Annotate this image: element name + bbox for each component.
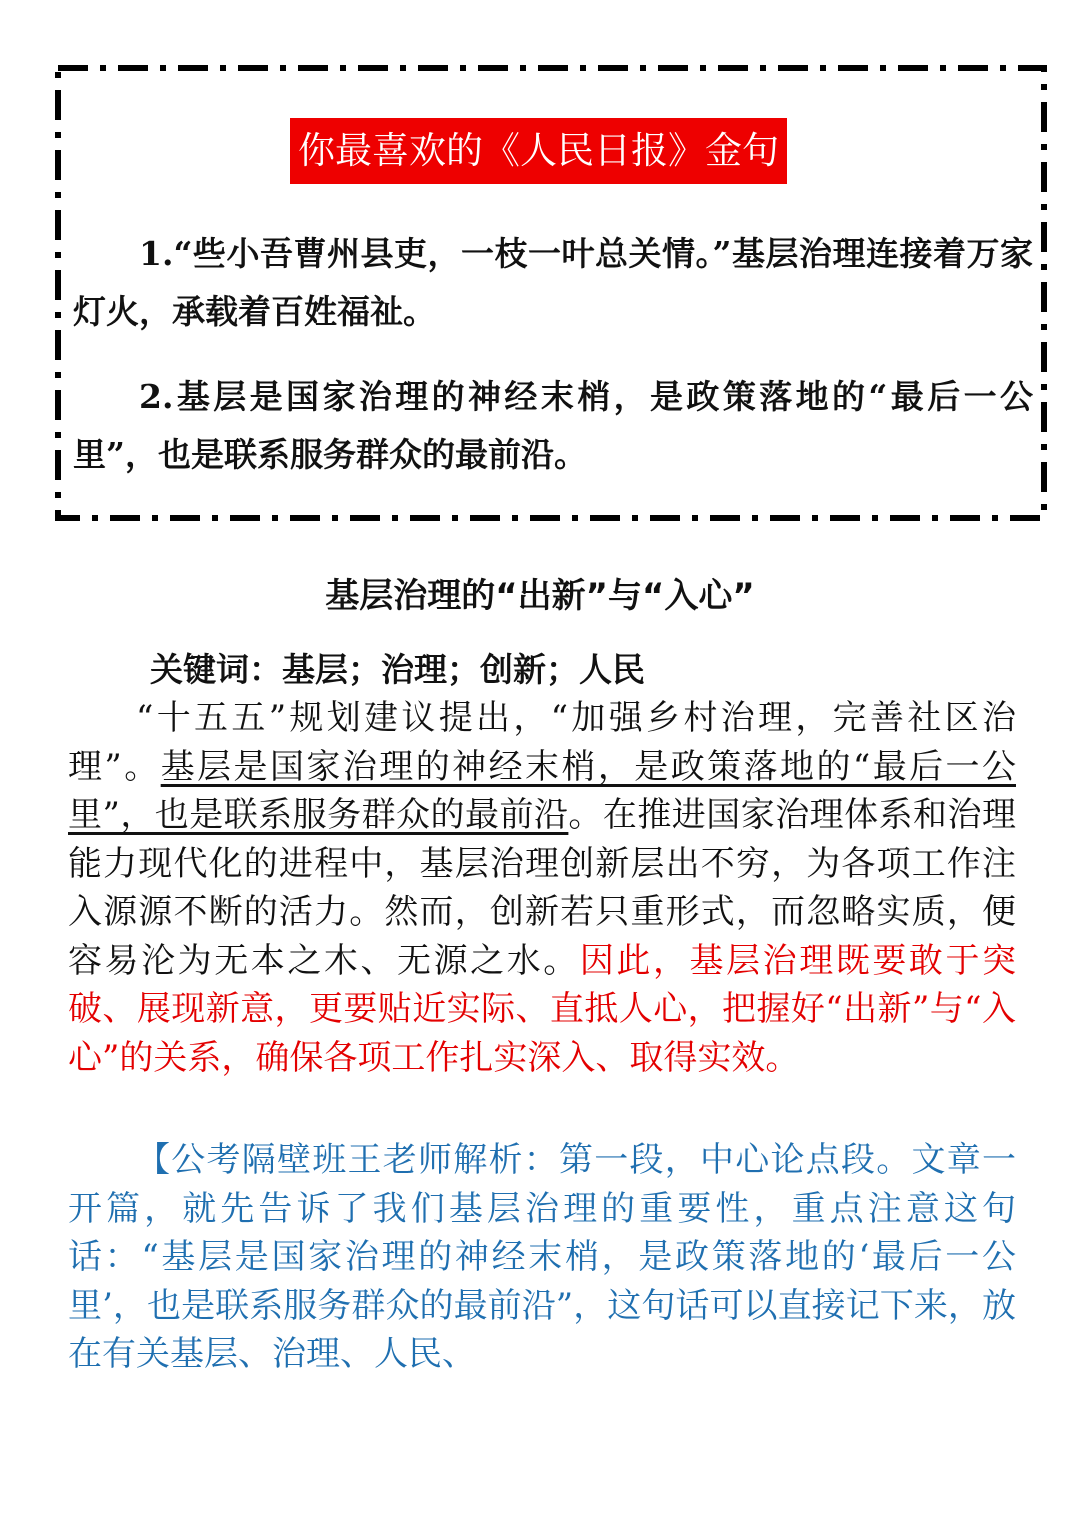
quote-1: 1.“些小吾曹州县吏，一枝一叶总关情。”基层治理连接着万家灯火，承载着百姓福祉。 <box>73 234 1033 331</box>
quote-2: 2.基层是国家治理的神经末梢，是政策落地的“最后一公里”，也是联系服务群众的最前沿。 <box>73 377 1033 474</box>
box-title: 你最喜欢的《人民日报》金句 <box>290 118 787 184</box>
paragraph-intro: “十五五”规划建议提出，“加强乡村治理，完善社区治理”。 <box>68 698 1016 787</box>
underlined-key-sentence: 基层是国家治理的神经末梢，是政策落地的“最后一公里”，也是联系服务群众的最前沿 <box>68 746 1016 835</box>
article-title: 基层治理的“出新”与“入心” <box>325 576 755 616</box>
central-argument: 因此，基层治理既要敢于突破、展现新意，更要贴近实际、直抵人心，把握好“出新”与“入心”的关系，确保各项工作扎实深入、取得实效。 <box>68 940 1017 1078</box>
keywords-line: 关键词：基层；治理；创新；人民 <box>150 650 645 689</box>
teacher-analysis: 【公考隔壁班王老师解析：第一段，中心论点段。文章一开篇，就先告诉了我们基层治理的重要性，重点注意这句话：“基层是国家治理的神经末梢，是政策落地的‘最后一公里’，也是联系服务群众的最前沿”，这句话可以直接记下来，放在有关基层、治理、人民、 <box>68 1140 1016 1374</box>
paragraph-middle: 。在推进国家治理体系和治理能力现代化的进程中，基层治理创新层出不穷，为各项工作注入源源不断的活力。然而，创新若只重形式，而忽略实质，便容易沦为无本之木、无源之水。 <box>68 795 1016 981</box>
article-paragraph <box>68 694 1016 1082</box>
golden-quotes-box <box>55 65 1047 521</box>
